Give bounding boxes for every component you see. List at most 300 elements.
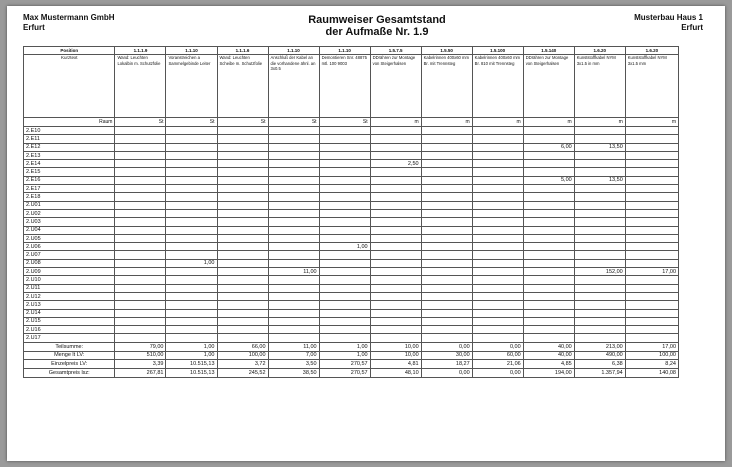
- quantity-cell[interactable]: [217, 201, 268, 209]
- quantity-cell[interactable]: [115, 317, 166, 325]
- totals-value-cell[interactable]: 18,27: [421, 360, 472, 369]
- totals-label-cell[interactable]: Menge lt LV:: [24, 351, 115, 360]
- totals-value-cell[interactable]: 1,00: [319, 342, 370, 351]
- quantity-cell[interactable]: [217, 193, 268, 201]
- quantity-cell[interactable]: [319, 301, 370, 309]
- quantity-cell[interactable]: [217, 226, 268, 234]
- description-cell[interactable]: Anschluß der Kabel an die vorhandene ähnl. an 3x0.5: [268, 55, 319, 118]
- position-number-cell[interactable]: 1.5.100: [472, 47, 523, 55]
- unit-cell[interactable]: m: [574, 118, 625, 127]
- room-cell[interactable]: 2.U17: [24, 334, 115, 342]
- quantity-cell[interactable]: [370, 226, 421, 234]
- totals-value-cell[interactable]: 7,00: [268, 351, 319, 360]
- quantity-cell[interactable]: [268, 251, 319, 259]
- quantity-cell[interactable]: [523, 334, 574, 342]
- quantity-cell[interactable]: [421, 151, 472, 159]
- quantity-cell[interactable]: [166, 234, 217, 242]
- totals-value-cell[interactable]: 10.515,13: [166, 369, 217, 378]
- quantity-cell[interactable]: [115, 292, 166, 300]
- description-cell[interactable]: Voranstreichen a Sammelgebinde Leiter: [166, 55, 217, 118]
- totals-value-cell[interactable]: 79,00: [115, 342, 166, 351]
- quantity-cell[interactable]: [421, 326, 472, 334]
- quantity-cell[interactable]: [319, 259, 370, 267]
- totals-label-cell[interactable]: Einzelpreis LV:: [24, 360, 115, 369]
- quantity-cell[interactable]: [574, 243, 625, 251]
- quantity-cell[interactable]: [574, 168, 625, 176]
- quantity-cell[interactable]: [319, 151, 370, 159]
- totals-value-cell[interactable]: 0,00: [472, 342, 523, 351]
- quantity-cell[interactable]: [166, 127, 217, 135]
- quantity-cell[interactable]: [523, 309, 574, 317]
- quantity-cell[interactable]: [523, 243, 574, 251]
- position-number-cell[interactable]: 1.5.140: [523, 47, 574, 55]
- room-cell[interactable]: 2.E13: [24, 151, 115, 159]
- quantity-cell[interactable]: 1,00: [166, 259, 217, 267]
- quantity-cell[interactable]: [574, 334, 625, 342]
- quantity-cell[interactable]: [574, 226, 625, 234]
- totals-value-cell[interactable]: 3,39: [115, 360, 166, 369]
- quantity-cell[interactable]: [574, 218, 625, 226]
- quantity-cell[interactable]: [625, 284, 678, 292]
- quantity-cell[interactable]: [166, 151, 217, 159]
- quantity-cell[interactable]: [115, 176, 166, 184]
- quantity-cell[interactable]: [268, 292, 319, 300]
- quantity-cell[interactable]: [523, 168, 574, 176]
- quantity-cell[interactable]: [625, 185, 678, 193]
- quantity-cell[interactable]: 1,00: [319, 243, 370, 251]
- quantity-cell[interactable]: [370, 143, 421, 151]
- quantity-cell[interactable]: [268, 309, 319, 317]
- quantity-cell[interactable]: [217, 218, 268, 226]
- quantity-cell[interactable]: [421, 284, 472, 292]
- totals-value-cell[interactable]: 1,00: [166, 342, 217, 351]
- quantity-cell[interactable]: 6,00: [523, 143, 574, 151]
- quantity-cell[interactable]: [370, 309, 421, 317]
- quantity-cell[interactable]: [319, 193, 370, 201]
- quantity-cell[interactable]: [523, 160, 574, 168]
- quantity-cell[interactable]: 2,50: [370, 160, 421, 168]
- quantity-cell[interactable]: [472, 243, 523, 251]
- quantity-cell[interactable]: [472, 218, 523, 226]
- quantity-cell[interactable]: [625, 309, 678, 317]
- quantity-cell[interactable]: [217, 160, 268, 168]
- quantity-cell[interactable]: [625, 218, 678, 226]
- quantity-cell[interactable]: [115, 276, 166, 284]
- totals-value-cell[interactable]: 10.515,13: [166, 360, 217, 369]
- quantity-cell[interactable]: [523, 251, 574, 259]
- quantity-cell[interactable]: [370, 193, 421, 201]
- quantity-cell[interactable]: [268, 143, 319, 151]
- totals-value-cell[interactable]: 510,00: [115, 351, 166, 360]
- quantity-cell[interactable]: [625, 135, 678, 143]
- quantity-cell[interactable]: [523, 218, 574, 226]
- quantity-cell[interactable]: [217, 185, 268, 193]
- unit-cell[interactable]: St: [217, 118, 268, 127]
- room-cell[interactable]: 2.E11: [24, 135, 115, 143]
- quantity-cell[interactable]: [319, 276, 370, 284]
- quantity-cell[interactable]: [421, 143, 472, 151]
- quantity-cell[interactable]: [421, 209, 472, 217]
- room-cell[interactable]: 2.U15: [24, 317, 115, 325]
- quantity-cell[interactable]: [370, 334, 421, 342]
- quantity-cell[interactable]: [166, 193, 217, 201]
- description-cell[interactable]: Kabelrinnen 400x60 mm Br. mit Trennsteg: [421, 55, 472, 118]
- totals-value-cell[interactable]: 38,50: [268, 369, 319, 378]
- quantity-cell[interactable]: [523, 201, 574, 209]
- quantity-cell[interactable]: [319, 268, 370, 276]
- quantity-cell[interactable]: [370, 176, 421, 184]
- quantity-cell[interactable]: [319, 143, 370, 151]
- totals-value-cell[interactable]: 194,00: [523, 369, 574, 378]
- room-cell[interactable]: 2.U08: [24, 259, 115, 267]
- quantity-cell[interactable]: [166, 268, 217, 276]
- quantity-cell[interactable]: [217, 276, 268, 284]
- room-cell[interactable]: 2.U02: [24, 209, 115, 217]
- quantity-cell[interactable]: [523, 127, 574, 135]
- unit-cell[interactable]: m: [523, 118, 574, 127]
- quantity-cell[interactable]: [268, 234, 319, 242]
- quantity-cell[interactable]: [523, 151, 574, 159]
- quantity-cell[interactable]: [472, 168, 523, 176]
- quantity-cell[interactable]: [370, 301, 421, 309]
- quantity-cell[interactable]: [625, 317, 678, 325]
- quantity-cell[interactable]: [268, 218, 319, 226]
- quantity-cell[interactable]: [115, 185, 166, 193]
- room-cell[interactable]: 2.E16: [24, 176, 115, 184]
- totals-value-cell[interactable]: 66,00: [217, 342, 268, 351]
- quantity-cell[interactable]: [319, 135, 370, 143]
- description-cell[interactable]: Wand: Leuchten Lokalbin m. Schutzfolie: [115, 55, 166, 118]
- quantity-cell[interactable]: [472, 209, 523, 217]
- quantity-cell[interactable]: [166, 309, 217, 317]
- room-cell[interactable]: 2.U07: [24, 251, 115, 259]
- quantity-cell[interactable]: [625, 209, 678, 217]
- room-cell[interactable]: 2.E18: [24, 193, 115, 201]
- quantity-cell[interactable]: [217, 243, 268, 251]
- quantity-cell[interactable]: [115, 243, 166, 251]
- quantity-cell[interactable]: [268, 185, 319, 193]
- quantity-cell[interactable]: [370, 268, 421, 276]
- totals-label-cell[interactable]: Gesamtpreis lsz:: [24, 369, 115, 378]
- description-cell[interactable]: Kunststoffkabel NYM 3x1.5 in mm: [574, 55, 625, 118]
- quantity-cell[interactable]: [472, 160, 523, 168]
- quantity-cell[interactable]: [421, 193, 472, 201]
- quantity-cell[interactable]: [115, 160, 166, 168]
- quantity-cell[interactable]: [166, 251, 217, 259]
- quantity-cell[interactable]: [523, 135, 574, 143]
- quantity-cell[interactable]: [625, 127, 678, 135]
- quantity-cell[interactable]: [472, 135, 523, 143]
- quantity-cell[interactable]: [166, 317, 217, 325]
- quantity-cell[interactable]: [166, 160, 217, 168]
- quantity-cell[interactable]: [166, 135, 217, 143]
- quantity-cell[interactable]: [574, 284, 625, 292]
- quantity-cell[interactable]: [625, 168, 678, 176]
- quantity-cell[interactable]: [268, 209, 319, 217]
- totals-value-cell[interactable]: 245,52: [217, 369, 268, 378]
- quantity-cell[interactable]: [523, 317, 574, 325]
- room-cell[interactable]: 2.U05: [24, 234, 115, 242]
- quantity-cell[interactable]: [115, 234, 166, 242]
- quantity-cell[interactable]: [319, 226, 370, 234]
- quantity-cell[interactable]: [472, 326, 523, 334]
- totals-value-cell[interactable]: 1,00: [166, 351, 217, 360]
- quantity-cell[interactable]: [625, 334, 678, 342]
- quantity-cell[interactable]: [166, 276, 217, 284]
- quantity-cell[interactable]: [268, 160, 319, 168]
- quantity-cell[interactable]: [472, 259, 523, 267]
- quantity-cell[interactable]: [472, 284, 523, 292]
- quantity-cell[interactable]: [625, 160, 678, 168]
- quantity-cell[interactable]: [115, 209, 166, 217]
- quantity-cell[interactable]: [370, 135, 421, 143]
- quantity-cell[interactable]: [574, 127, 625, 135]
- quantity-cell[interactable]: [268, 284, 319, 292]
- quantity-cell[interactable]: [115, 201, 166, 209]
- quantity-cell[interactable]: [319, 234, 370, 242]
- quantity-cell[interactable]: [319, 218, 370, 226]
- quantity-cell[interactable]: [421, 276, 472, 284]
- quantity-cell[interactable]: [166, 284, 217, 292]
- description-cell[interactable]: DDrähren zur Montage von Steigerhalsen: [370, 55, 421, 118]
- quantity-cell[interactable]: [625, 292, 678, 300]
- room-cell[interactable]: 2.E10: [24, 127, 115, 135]
- unit-cell[interactable]: St: [268, 118, 319, 127]
- room-cell[interactable]: 2.E17: [24, 185, 115, 193]
- quantity-cell[interactable]: [421, 168, 472, 176]
- totals-value-cell[interactable]: 40,00: [523, 351, 574, 360]
- quantity-cell[interactable]: [625, 226, 678, 234]
- quantity-cell[interactable]: [625, 151, 678, 159]
- quantity-cell[interactable]: [472, 193, 523, 201]
- quantity-cell[interactable]: [217, 259, 268, 267]
- quantity-cell[interactable]: [421, 218, 472, 226]
- quantity-cell[interactable]: [268, 334, 319, 342]
- quantity-cell[interactable]: [217, 309, 268, 317]
- quantity-cell[interactable]: [115, 284, 166, 292]
- quantity-cell[interactable]: [268, 193, 319, 201]
- room-cell[interactable]: 2.E15: [24, 168, 115, 176]
- description-cell[interactable]: Kunststoffkabel NYM 3x1.5 mm: [625, 55, 678, 118]
- quantity-cell[interactable]: [370, 259, 421, 267]
- quantity-cell[interactable]: [421, 185, 472, 193]
- quantity-cell[interactable]: [217, 127, 268, 135]
- quantity-cell[interactable]: [625, 251, 678, 259]
- totals-value-cell[interactable]: 270,57: [319, 360, 370, 369]
- quantity-cell[interactable]: [370, 201, 421, 209]
- quantity-cell[interactable]: [421, 292, 472, 300]
- quantity-cell[interactable]: [472, 127, 523, 135]
- quantity-cell[interactable]: [472, 309, 523, 317]
- quantity-cell[interactable]: [217, 326, 268, 334]
- totals-value-cell[interactable]: 10,00: [370, 351, 421, 360]
- totals-label-cell[interactable]: Teilsumme:: [24, 342, 115, 351]
- totals-value-cell[interactable]: 48,10: [370, 369, 421, 378]
- quantity-cell[interactable]: [523, 292, 574, 300]
- quantity-cell[interactable]: [217, 143, 268, 151]
- totals-value-cell[interactable]: 0,00: [421, 369, 472, 378]
- totals-value-cell[interactable]: 213,00: [574, 342, 625, 351]
- quantity-cell[interactable]: [370, 317, 421, 325]
- quantity-cell[interactable]: [115, 334, 166, 342]
- room-label-cell[interactable]: Raum: [24, 118, 115, 127]
- quantity-cell[interactable]: [625, 201, 678, 209]
- quantity-cell[interactable]: [319, 317, 370, 325]
- quantity-cell[interactable]: [319, 284, 370, 292]
- quantity-cell[interactable]: [472, 317, 523, 325]
- quantity-cell[interactable]: [523, 185, 574, 193]
- quantity-cell[interactable]: [574, 309, 625, 317]
- quantity-cell[interactable]: [625, 193, 678, 201]
- quantity-cell[interactable]: [625, 243, 678, 251]
- quantity-cell[interactable]: [370, 251, 421, 259]
- quantity-cell[interactable]: [421, 268, 472, 276]
- quantity-cell[interactable]: [472, 176, 523, 184]
- quantity-cell[interactable]: [166, 334, 217, 342]
- quantity-cell[interactable]: [319, 292, 370, 300]
- quantity-cell[interactable]: [574, 317, 625, 325]
- unit-cell[interactable]: St: [319, 118, 370, 127]
- quantity-cell[interactable]: [115, 135, 166, 143]
- quantity-cell[interactable]: [370, 284, 421, 292]
- quantity-cell[interactable]: [166, 326, 217, 334]
- quantity-cell[interactable]: [523, 301, 574, 309]
- quantity-cell[interactable]: [574, 251, 625, 259]
- quantity-cell[interactable]: [370, 218, 421, 226]
- quantity-cell[interactable]: [115, 268, 166, 276]
- quantity-cell[interactable]: [370, 326, 421, 334]
- quantity-cell[interactable]: [319, 326, 370, 334]
- totals-value-cell[interactable]: 270,57: [319, 369, 370, 378]
- quantity-cell[interactable]: [166, 218, 217, 226]
- quantity-cell[interactable]: [268, 301, 319, 309]
- quantity-cell[interactable]: [421, 226, 472, 234]
- quantity-cell[interactable]: [319, 251, 370, 259]
- quantity-cell[interactable]: [472, 143, 523, 151]
- quantity-cell[interactable]: [472, 185, 523, 193]
- quantity-cell[interactable]: [574, 276, 625, 284]
- position-number-cell[interactable]: 1.1.1.9: [115, 47, 166, 55]
- totals-value-cell[interactable]: 1.357,94: [574, 369, 625, 378]
- quantity-cell[interactable]: [217, 292, 268, 300]
- quantity-cell[interactable]: [574, 234, 625, 242]
- quantity-cell[interactable]: [421, 334, 472, 342]
- quantity-cell[interactable]: [574, 193, 625, 201]
- totals-value-cell[interactable]: 11,00: [268, 342, 319, 351]
- quantity-cell[interactable]: 5,00: [523, 176, 574, 184]
- unit-cell[interactable]: m: [625, 118, 678, 127]
- quantity-cell[interactable]: [574, 201, 625, 209]
- totals-value-cell[interactable]: 0,00: [472, 369, 523, 378]
- quantity-cell[interactable]: [574, 292, 625, 300]
- quantity-cell[interactable]: [319, 201, 370, 209]
- unit-cell[interactable]: St: [166, 118, 217, 127]
- quantity-cell[interactable]: [166, 301, 217, 309]
- quantity-cell[interactable]: [370, 151, 421, 159]
- quantity-cell[interactable]: [268, 259, 319, 267]
- quantity-cell[interactable]: [421, 160, 472, 168]
- position-label-cell[interactable]: Position: [24, 47, 115, 55]
- quantity-cell[interactable]: [472, 234, 523, 242]
- unit-cell[interactable]: m: [472, 118, 523, 127]
- totals-value-cell[interactable]: 40,00: [523, 342, 574, 351]
- quantity-cell[interactable]: [217, 334, 268, 342]
- quantity-cell[interactable]: [472, 301, 523, 309]
- quantity-cell[interactable]: [421, 251, 472, 259]
- quantity-cell[interactable]: [574, 326, 625, 334]
- quantity-cell[interactable]: [370, 276, 421, 284]
- quantity-cell[interactable]: [217, 284, 268, 292]
- quantity-cell[interactable]: [574, 209, 625, 217]
- room-cell[interactable]: 2.U11: [24, 284, 115, 292]
- totals-value-cell[interactable]: 30,00: [421, 351, 472, 360]
- totals-value-cell[interactable]: 17,00: [625, 342, 678, 351]
- room-cell[interactable]: 2.U01: [24, 201, 115, 209]
- quantity-cell[interactable]: [268, 176, 319, 184]
- quantity-cell[interactable]: [421, 317, 472, 325]
- quantity-cell[interactable]: [217, 209, 268, 217]
- room-cell[interactable]: 2.U10: [24, 276, 115, 284]
- position-number-cell[interactable]: 1.6.20: [625, 47, 678, 55]
- quantity-cell[interactable]: 17,00: [625, 268, 678, 276]
- quantity-cell[interactable]: 13,50: [574, 176, 625, 184]
- quantity-cell[interactable]: [115, 151, 166, 159]
- totals-value-cell[interactable]: 3,72: [217, 360, 268, 369]
- quantity-cell[interactable]: [319, 176, 370, 184]
- quantity-cell[interactable]: [166, 168, 217, 176]
- position-number-cell[interactable]: 1.1.10: [268, 47, 319, 55]
- unit-cell[interactable]: m: [370, 118, 421, 127]
- room-cell[interactable]: 2.U14: [24, 309, 115, 317]
- room-cell[interactable]: 2.U04: [24, 226, 115, 234]
- totals-value-cell[interactable]: 100,00: [625, 351, 678, 360]
- description-cell[interactable]: Wand: Leuchten Scheibe m. Schutzfolie: [217, 55, 268, 118]
- quantity-cell[interactable]: [523, 209, 574, 217]
- quantity-cell[interactable]: [574, 301, 625, 309]
- quantity-cell[interactable]: [319, 309, 370, 317]
- quantity-cell[interactable]: [523, 234, 574, 242]
- quantity-cell[interactable]: [115, 168, 166, 176]
- quantity-cell[interactable]: [625, 259, 678, 267]
- room-cell[interactable]: 2.U13: [24, 301, 115, 309]
- quantity-cell[interactable]: [472, 276, 523, 284]
- quantity-cell[interactable]: [166, 243, 217, 251]
- quantity-cell[interactable]: [625, 234, 678, 242]
- quantity-cell[interactable]: [472, 151, 523, 159]
- quantity-cell[interactable]: [115, 309, 166, 317]
- quantity-cell[interactable]: [421, 259, 472, 267]
- quantity-cell[interactable]: [115, 218, 166, 226]
- quantity-cell[interactable]: [217, 168, 268, 176]
- quantity-cell[interactable]: [268, 127, 319, 135]
- description-label-cell[interactable]: Kurztext: [24, 55, 115, 118]
- position-number-cell[interactable]: 1.1.1.6: [217, 47, 268, 55]
- totals-value-cell[interactable]: 4,85: [523, 360, 574, 369]
- quantity-cell[interactable]: [268, 135, 319, 143]
- unit-cell[interactable]: St: [115, 118, 166, 127]
- quantity-cell[interactable]: [115, 127, 166, 135]
- quantity-cell[interactable]: [166, 185, 217, 193]
- quantity-cell[interactable]: [166, 201, 217, 209]
- quantity-cell[interactable]: [268, 326, 319, 334]
- quantity-cell[interactable]: [217, 135, 268, 143]
- quantity-cell[interactable]: [319, 209, 370, 217]
- quantity-cell[interactable]: [370, 209, 421, 217]
- quantity-cell[interactable]: [625, 326, 678, 334]
- totals-value-cell[interactable]: 6,38: [574, 360, 625, 369]
- quantity-cell[interactable]: [421, 309, 472, 317]
- quantity-cell[interactable]: [472, 201, 523, 209]
